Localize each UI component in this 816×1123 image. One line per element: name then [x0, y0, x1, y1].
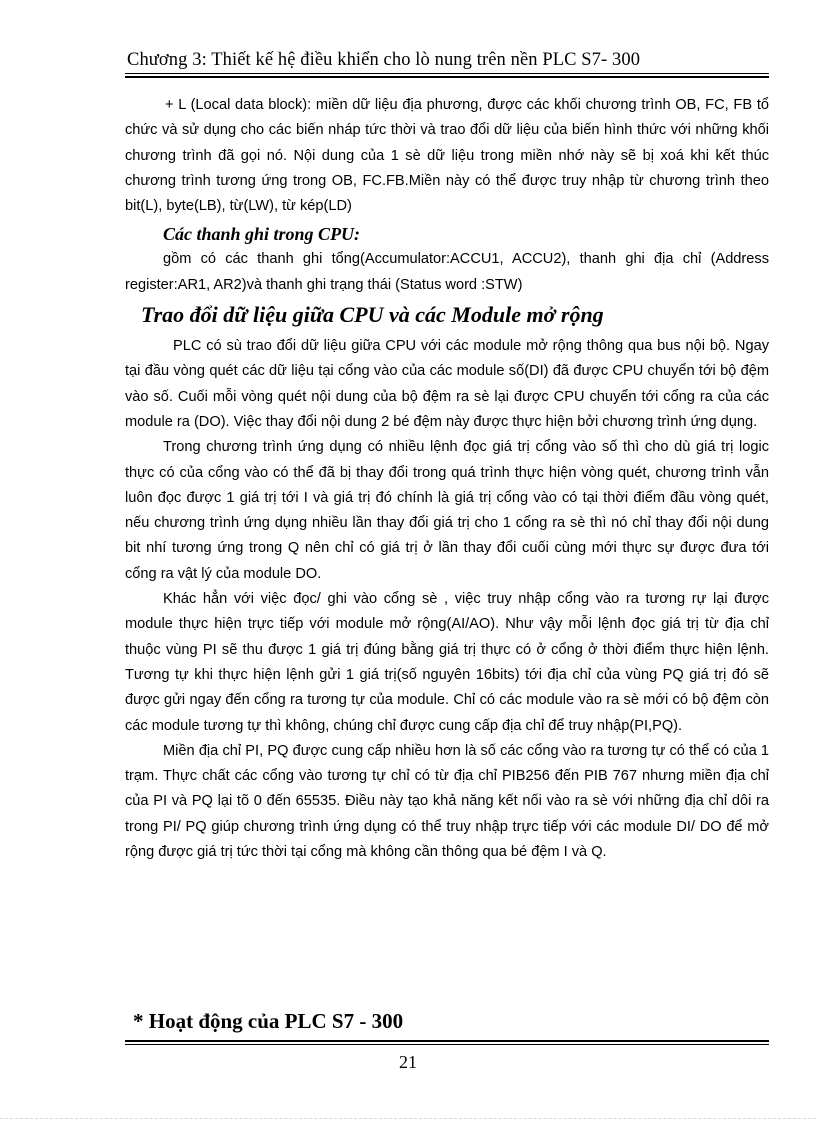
section-heading-data-exchange: Trao đổi dữ liệu giữa CPU và các Module mở rộng [141, 302, 604, 328]
paragraph-local-data: + L (Local data block): miền dữ liệu địa phương, được các khối chương trình OB, FC, FB tổ chức và sử dụng cho các biến nháp tức thời và trao đổi dữ liệu của biến hình thức với những khối chương trình đã gọi nó. Nội dung của 1 sè dữ liệu trong miền nhớ này sẽ bị xoá khi kết thúc chương trình tương ứng trong OB, FC.FB.Miền này có thể được truy nhập từ chương trình theo bit(L), byte(LB), từ(LW), từ kép(LD) [125, 97, 769, 215]
subheading-cpu-registers: Các thanh ghi trong CPU: [163, 224, 361, 245]
header-rule-thick [125, 76, 769, 78]
footer-rule-thick [125, 1040, 769, 1042]
footer-rule-thin [125, 1044, 769, 1045]
page-number: 21 [399, 1052, 417, 1072]
paragraph-address-space: Miền địa chỉ PI, PQ được cung cấp nhiều hơn là số các cổng vào ra tương tự có thể có của 1 trạm. Thực chất các cổng vào tương tự chỉ có từ địa chỉ PIB256 đến PIB 767 nhưng miền địa chỉ của PI và PQ lại tõ 0 đến 65535. Điều này tạo khả năng kết nối vào ra sè với những địa chỉ dôi ra trong PI/ PQ giúp chương trình ứng dụng có thể truy nhập trực tiếp với các module DI/ DO để mở rộng được giá trị tức thời tại cổng mà không cần thông qua bé đệm I và Q. [125, 742, 769, 861]
header-rule-thin [125, 73, 769, 74]
paragraph-application-program: Trong chương trình ứng dụng có nhiều lệnh đọc giá trị cổng vào số thì cho dù giá trị logic thực có của cổng vào có thể đã bị thay đổi trong quá trình thực hiện vòng quét, chương trình vẫn luôn đọc được 1 giá trị tới I và giá trị đó chính là giá trị cổng vào có tại thời điểm đầu vòng quét, nếu chương trình ứng dụng nhiều lần thay đổi giá trị cho 1 cổng ra sè thì nó chỉ thay đổi nội dung bit nhí tương ứng trong Q nên chỉ có giá trị ở lần thay đổi cuối cùng mới thực sự được đưa tới cổng ra vật lý của module DO. [125, 439, 769, 582]
paragraph-data-exchange: PLC có sù trao đổi dữ liệu giữa CPU với các module mở rộng thông qua bus nội bộ. Ngay tại đầu vòng quét các dữ liệu tại cổng vào của các module số(DI) đã được CPU chuyển tới bộ đệm vào số. Cuối mỗi vòng quét nội dung của bộ đệm ra sè lại được CPU chuyển tới cổng ra của các module ra (DO). Việc thay đổi nội dung 2 bé đệm này được thực hiện bởi chương trình ứng dụng. [125, 338, 769, 430]
paragraph-registers: gồm có các thanh ghi tổng(Accumulator:ACCU1, ACCU2), thanh ghi địa chỉ (Address register:AR1, AR2)và thanh ghi trạng thái (Status word :STW) [125, 251, 769, 293]
heading-plc-operation: * Hoạt động của PLC S7 - 300 [133, 1009, 404, 1033]
document-body [125, 93, 769, 865]
page-header-title: Chương 3: Thiết kế hệ điều khiển cho lò nung trên nền PLC S7- 300 [127, 50, 641, 70]
page-edge-divider [0, 1118, 816, 1119]
paragraph-analog-access: Khác hẳn với việc đọc/ ghi vào cổng sè , việc truy nhập cổng vào ra tương rự lại được module thực hiện trực tiếp với module mở rộng(AI/AO). Như vậy mỗi lệnh đọc giá trị từ địa chỉ thuộc vùng PI sẽ thu được 1 giá trị đúng bằng giá trị thực có ở cổng ở thời điểm thực hiện lệnh. Tương tự khi thực hiện lệnh gửi 1 giá trị(số nguyên 16bits) tới địa chỉ của vùng PQ giá trị đó sẽ được gửi ngay đến cổng ra tương tự của module. Chỉ có các module vào ra sè mới có bộ đệm còn các module tương tự thì không, chúng chỉ được cung cấp địa chỉ để truy nhập(PI,PQ). [125, 591, 769, 734]
